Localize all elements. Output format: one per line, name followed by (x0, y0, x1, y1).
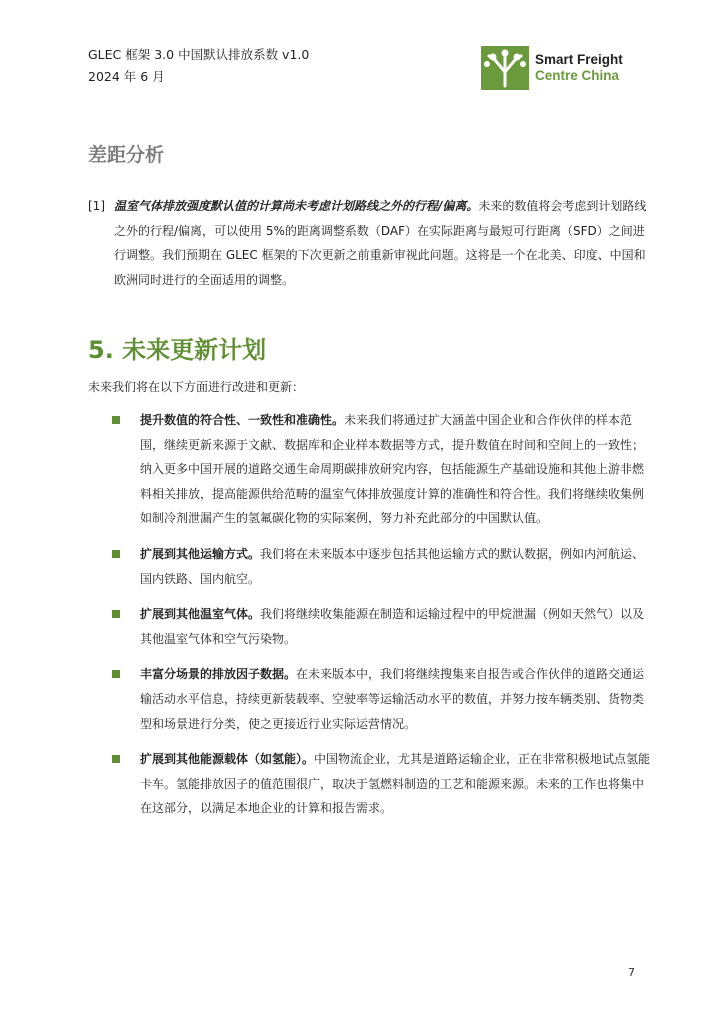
bullet-list (112, 408, 652, 832)
bullet-bold: 丰富分场景的排放因子数据。 (140, 667, 297, 682)
gap-analysis-title: 差距分析 (88, 144, 165, 166)
bullet-bold: 扩展到其他运输方式。 (140, 546, 261, 561)
bullet-text: 在未来版本中，我们将继续搜集来自报告或合作伙伴的道路交通运输活动水平信息，持续更新装载率、空驶率等运输活动水平的数值，并努力按车辆类别、货物类型和场景进行分类，使之更接近行业实际运营情况。 (140, 667, 645, 731)
bullet-text: 我们将在未来版本中逐步包括其他运输方式的默认数据，例如内河航运、国内铁路、国内航空。 (140, 546, 645, 586)
note-bold: 温室气体排放强度默认值的计算尚未考虑计划路线之外的行程/偏离。 (114, 199, 479, 213)
note-number: [1] (88, 199, 105, 213)
note-text: 未来的数值将会考虑到计划路线之外的行程/偏离，可以使用 5%的距离调整系数（DAF）在实际距离与最短可行距离（SFD）之间进行调整。我们预期在 GLEC 框架的下次更新之前重新审视此问题。这将是一个在北美、印度、中国和欧洲同时进行的全面适用的调整。 (114, 199, 647, 287)
document-title: GLEC 框架 3.0 中国默认排放系数 v1.0 (88, 47, 310, 62)
bullet-text: 中国物流企业，尤其是道路运输企业，正在非常积极地试点氢能卡车。氢能排放因子的值范围很广，取决于氢燃料制造的工艺和能源来源。未来的工作也将集中在这部分，以满足本地企业的计算和报告需求。 (140, 752, 651, 816)
note-body (114, 194, 648, 292)
bullet-bold: 提升数值的符合性、一致性和准确性。 (140, 413, 345, 427)
list-item (112, 408, 652, 531)
bullet-text: 我们将继续收集能源在制造和运输过程中的甲烷泄漏（例如天然气）以及其他温室气体和空气污染物。 (140, 607, 645, 646)
list-item (112, 747, 652, 821)
list-item (112, 662, 652, 736)
list-item (112, 542, 652, 591)
logo-line1: Smart Freight (535, 52, 623, 67)
header-left (88, 44, 309, 88)
gap-note (88, 194, 648, 292)
page-number: 7 (628, 966, 635, 979)
bullet-square-icon (112, 610, 120, 618)
logo (481, 46, 623, 90)
list-item (112, 602, 652, 651)
bullet-square-icon (112, 550, 120, 558)
bullet-square-icon (112, 416, 120, 424)
bullet-text: 未来我们将通过扩大涵盖中国企业和合作伙伴的样本范围，继续更新来源于文献、数据库和企业样本数据等方式，提升数值在时间和空间上的一致性；纳入更多中国开展的道路交通生命周期碳排放研究内容，包括能源生产基础设施和其他上游非燃料相关排放，提高能源供给范畴的温室气体排放强度计算的准确性和符合性。我们将继续收集例如制冷剂泄漏产生的氢氟碳化物的实际案例，努力补充此部分的中国默认值。 (140, 413, 645, 526)
logo-line2: Centre China (535, 68, 620, 83)
section-intro: 未来我们将在以下方面进行改进和更新： (88, 380, 305, 394)
section-title: 5. 未来更新计划 (88, 336, 267, 364)
bullet-square-icon (112, 670, 120, 678)
bullet-bold: 扩展到其他温室气体。 (140, 607, 261, 622)
tree-icon (481, 46, 529, 90)
bullet-square-icon (112, 755, 120, 763)
document-date: 2024 年 6 月 (88, 69, 165, 84)
bullet-bold: 扩展到其他能源载体（如氢能）。 (140, 752, 315, 767)
logo-text (535, 52, 623, 84)
